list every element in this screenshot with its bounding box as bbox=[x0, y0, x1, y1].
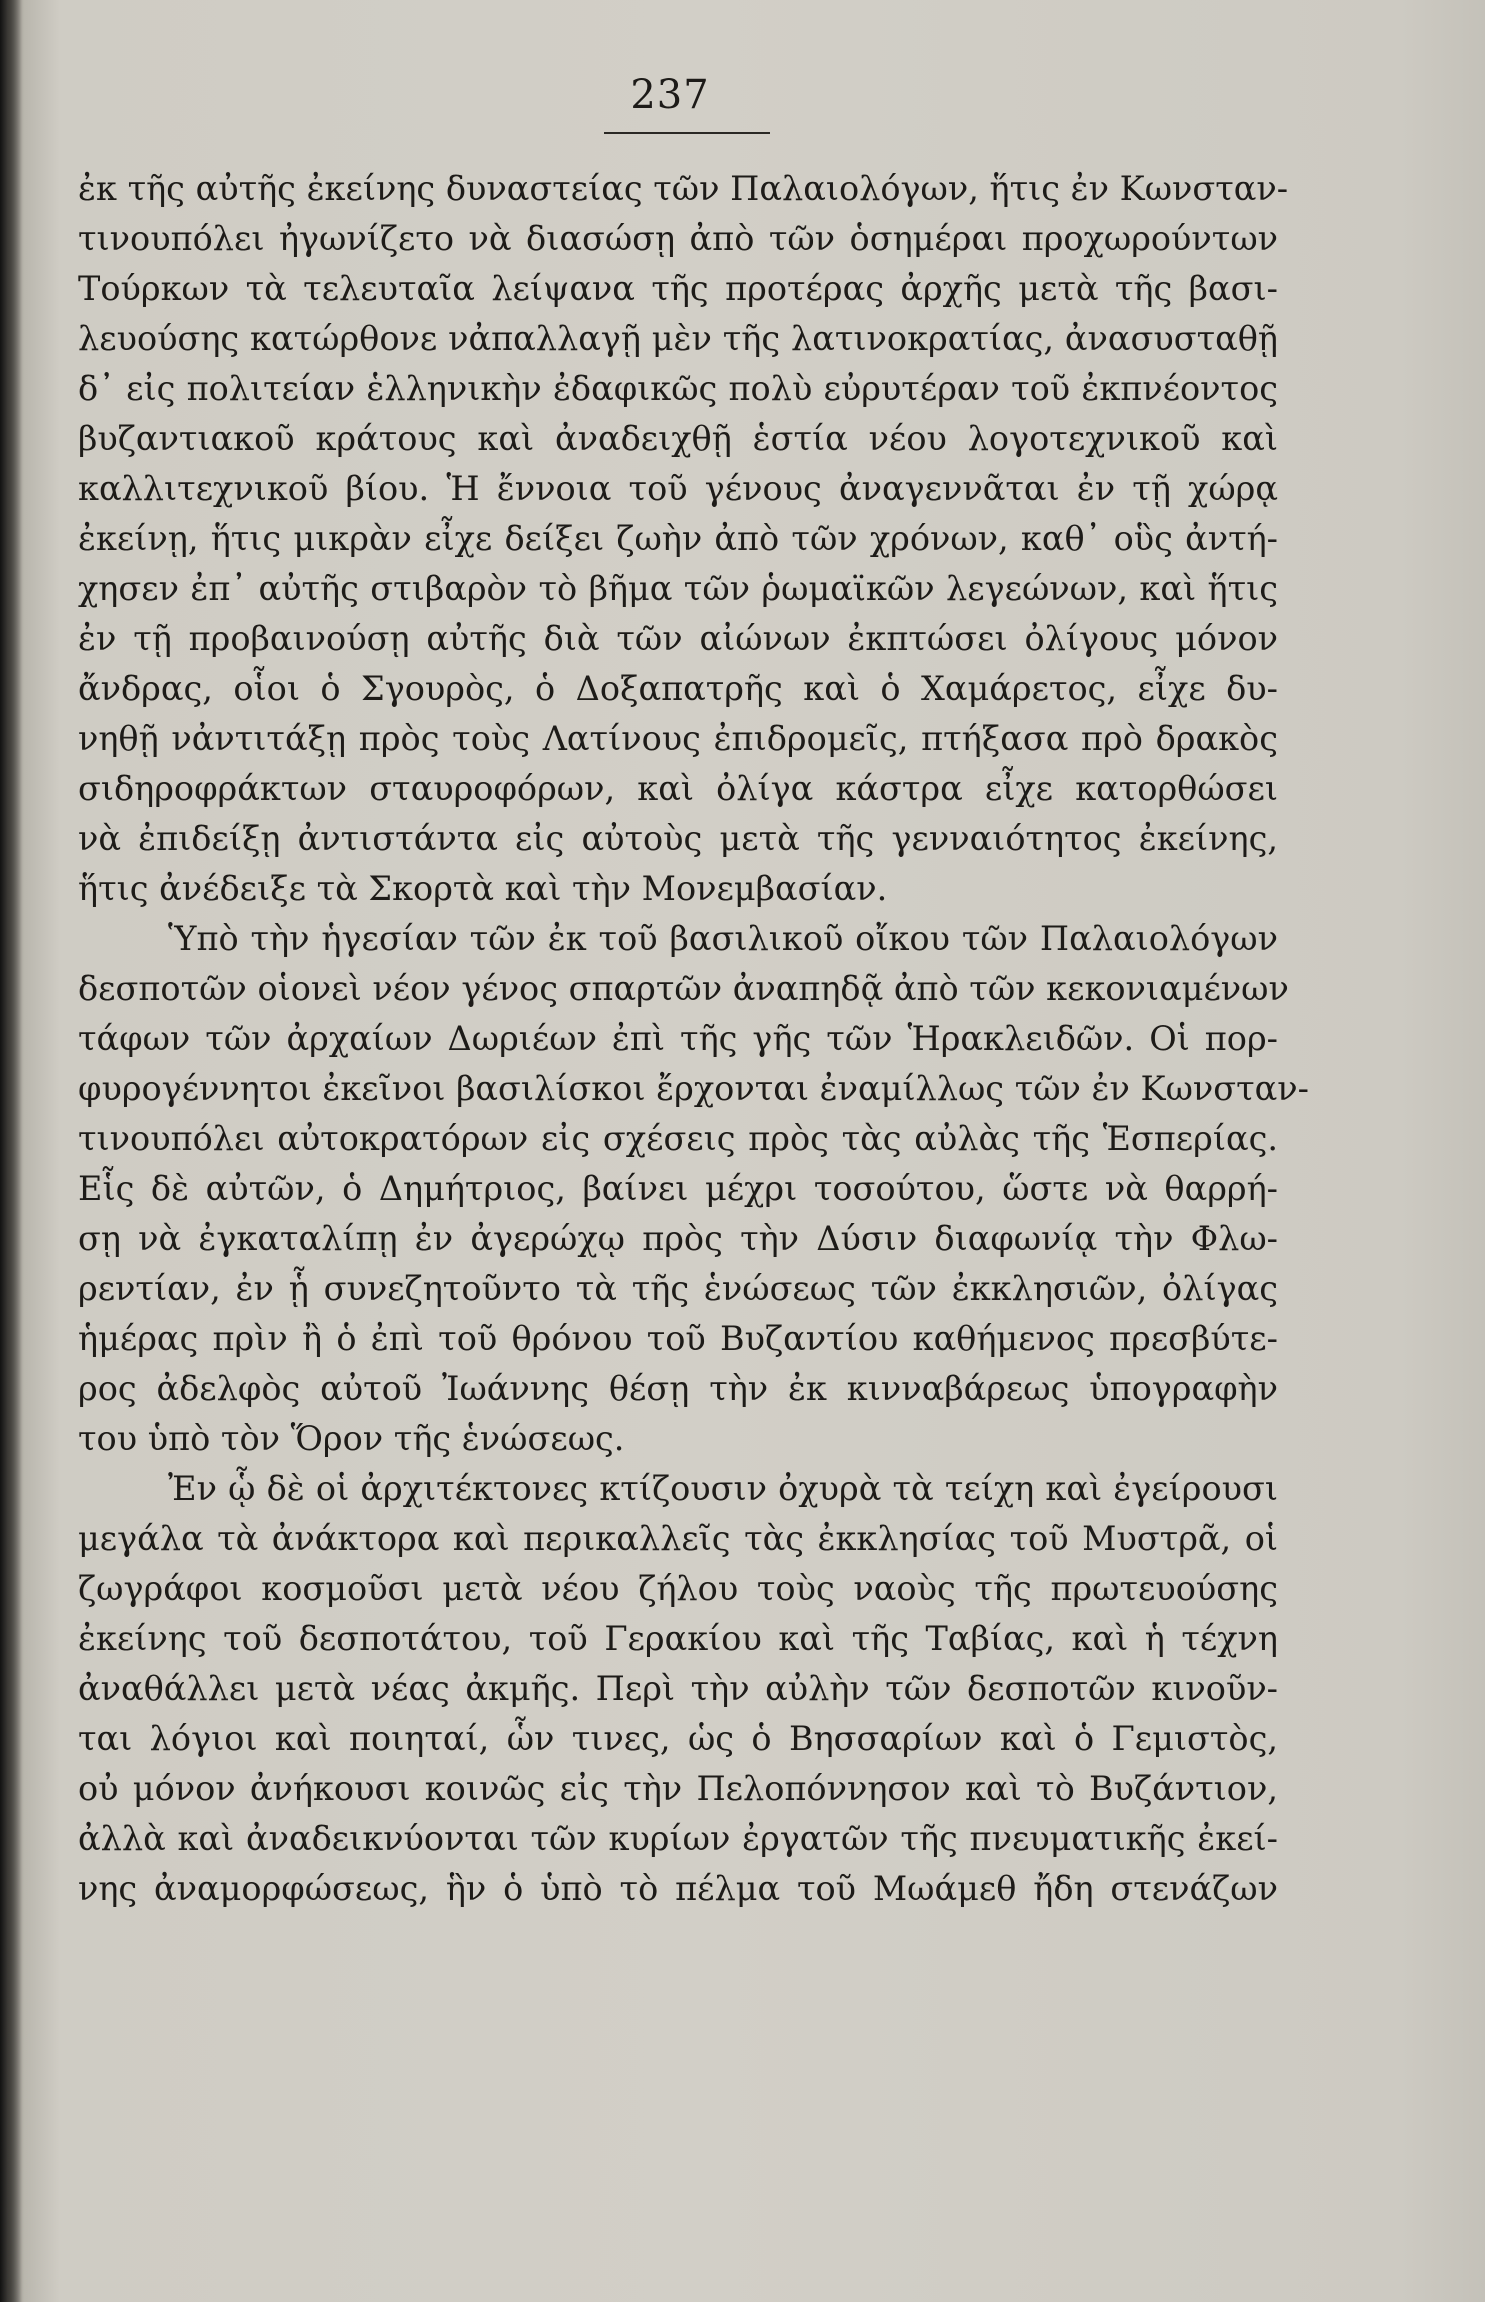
text-line: ἐκείνῃ, ἥτις μικρὰν εἶχε δείξει ζωὴν ἀπὸ τῶν χρόνων, καθ᾽ οὓς ἀντή- bbox=[78, 519, 1278, 558]
text-line: ἀλλὰ καὶ ἀναδεικνύονται τῶν κυρίων ἐργατῶν τῆς πνευματικῆς ἐκεί- bbox=[78, 1819, 1278, 1858]
text-line: δεσποτῶν οἱονεὶ νέον γένος σπαρτῶν ἀναπηδᾷ ἀπὸ τῶν κεκονιαμένων bbox=[78, 969, 1289, 1008]
text-line: ἥτις ἀνέδειξε τὰ Σκορτὰ καὶ τὴν Μονεμβασίαν. bbox=[78, 869, 888, 908]
text-line: φυρογέννητοι ἐκεῖνοι βασιλίσκοι ἔρχονται ἐναμίλλως τῶν ἐν Κωνσταν- bbox=[78, 1069, 1309, 1108]
text-line: Εἷς δὲ αὐτῶν, ὁ Δημήτριος, βαίνει μέχρι τοσούτου, ὥστε νὰ θαρρή- bbox=[78, 1169, 1278, 1208]
text-line: ἄνδρας, οἷοι ὁ Σγουρὸς, ὁ Δοξαπατρῆς καὶ ὁ Χαμάρετος, εἶχε δυ- bbox=[78, 669, 1278, 708]
text-line: νης ἀναμορφώσεως, ἣν ὁ ὑπὸ τὸ πέλμα τοῦ Μωάμεθ ἤδη στενάζων bbox=[78, 1869, 1278, 1908]
text-line: ζωγράφοι κοσμοῦσι μετὰ νέου ζήλου τοὺς ναοὺς τῆς πρωτευούσης bbox=[78, 1569, 1278, 1608]
text-line: Τούρκων τὰ τελευταῖα λείψανα τῆς προτέρας ἀρχῆς μετὰ τῆς βασι- bbox=[78, 269, 1278, 308]
text-line: νὰ ἐπιδείξῃ ἀντιστάντα εἰς αὐτοὺς μετὰ τῆς γενναιότητος ἐκείνης, bbox=[78, 819, 1278, 858]
text-line: σιδηροφράκτων σταυροφόρων, καὶ ὀλίγα κάστρα εἶχε κατορθώσει bbox=[78, 769, 1278, 808]
text-line: ἐκείνης τοῦ δεσποτάτου, τοῦ Γερακίου καὶ τῆς Ταβίας, καὶ ἡ τέχνη bbox=[78, 1619, 1278, 1658]
text-line: νηθῇ νἀντιτάξῃ πρὸς τοὺς Λατίνους ἐπιδρομεῖς, πτήξασα πρὸ δρακὸς bbox=[78, 719, 1278, 758]
text-line: τάφων τῶν ἀρχαίων Δωριέων ἐπὶ τῆς γῆς τῶν Ἡρακλειδῶν. Οἱ πορ- bbox=[78, 1019, 1278, 1058]
text-line: βυζαντιακοῦ κράτους καὶ ἀναδειχθῇ ἑστία νέου λογοτεχνικοῦ καὶ bbox=[78, 419, 1278, 458]
text-line: ἐκ τῆς αὐτῆς ἐκείνης δυναστείας τῶν Παλαιολόγων, ἥτις ἐν Κωνσταν- bbox=[78, 169, 1289, 208]
text-line: σῃ νὰ ἐγκαταλίπῃ ἐν ἀγερώχῳ πρὸς τὴν Δύσιν διαφωνίᾳ τὴν Φλω- bbox=[78, 1219, 1278, 1258]
book-spine-shadow bbox=[0, 0, 22, 2302]
text-line: καλλιτεχνικοῦ βίου. Ἡ ἔννοια τοῦ γένους ἀναγεννᾶται ἐν τῇ χώρᾳ bbox=[78, 469, 1278, 508]
text-line: λευούσης κατώρθονε νἀπαλλαγῇ μὲν τῆς λατινοκρατίας, ἀνασυσταθῇ bbox=[78, 319, 1278, 358]
text-line: ἐν τῇ προβαινούσῃ αὐτῆς διὰ τῶν αἰώνων ἐκπτώσει ὀλίγους μόνον bbox=[78, 619, 1278, 658]
page-number: 237 bbox=[630, 72, 710, 118]
text-line: ἡμέρας πρὶν ἢ ὁ ἐπὶ τοῦ θρόνου τοῦ Βυζαντίου καθήμενος πρεσβύτε- bbox=[78, 1319, 1278, 1358]
body-text bbox=[78, 164, 1309, 1914]
text-line: Ὑπὸ τὴν ἡγεσίαν τῶν ἐκ τοῦ βασιλικοῦ οἴκου τῶν Παλαιολόγων bbox=[168, 919, 1278, 958]
text-line: δ᾽ εἰς πολιτείαν ἑλληνικὴν ἐδαφικῶς πολὺ εὐρυτέραν τοῦ ἐκπνέοντος bbox=[78, 369, 1278, 408]
text-line: ρεντίαν, ἐν ᾗ συνεζητοῦντο τὰ τῆς ἑνώσεως τῶν ἐκκλησιῶν, ὀλίγας bbox=[78, 1269, 1278, 1308]
text-line: Ἐν ᾧ δὲ οἱ ἀρχιτέκτονες κτίζουσιν ὀχυρὰ τὰ τείχη καὶ ἐγείρουσι bbox=[168, 1469, 1278, 1508]
text-line: ἀναθάλλει μετὰ νέας ἀκμῆς. Περὶ τὴν αὐλὴν τῶν δεσποτῶν κινοῦν- bbox=[78, 1669, 1278, 1708]
text-line: μεγάλα τὰ ἀνάκτορα καὶ περικαλλεῖς τὰς ἐκκλησίας τοῦ Μυστρᾶ, οἱ bbox=[78, 1519, 1278, 1558]
text-line: ρος ἀδελφὸς αὐτοῦ Ἰωάννης θέσῃ τὴν ἐκ κινναβάρεως ὑπογραφὴν bbox=[78, 1369, 1278, 1408]
text-line: χησεν ἐπ᾽ αὐτῆς στιβαρὸν τὸ βῆμα τῶν ῥωμαϊκῶν λεγεώνων, καὶ ἥτις bbox=[78, 569, 1278, 608]
text-line: ται λόγιοι καὶ ποιηταί, ὧν τινες, ὡς ὁ Βησσαρίων καὶ ὁ Γεμιστὸς, bbox=[78, 1719, 1278, 1758]
text-line: του ὑπὸ τὸν Ὅρον τῆς ἑνώσεως. bbox=[78, 1419, 625, 1458]
text-line: τινουπόλει αὐτοκρατόρων εἰς σχέσεις πρὸς τὰς αὐλὰς τῆς Ἑσπερίας. bbox=[78, 1119, 1278, 1158]
page-number-underline bbox=[604, 132, 770, 134]
text-line: οὐ μόνον ἀνήκουσι κοινῶς εἰς τὴν Πελοπόννησον καὶ τὸ Βυζάντιον, bbox=[78, 1769, 1278, 1808]
text-line: τινουπόλει ἠγωνίζετο νὰ διασώσῃ ἀπὸ τῶν ὁσημέραι προχωρούντων bbox=[78, 219, 1278, 258]
